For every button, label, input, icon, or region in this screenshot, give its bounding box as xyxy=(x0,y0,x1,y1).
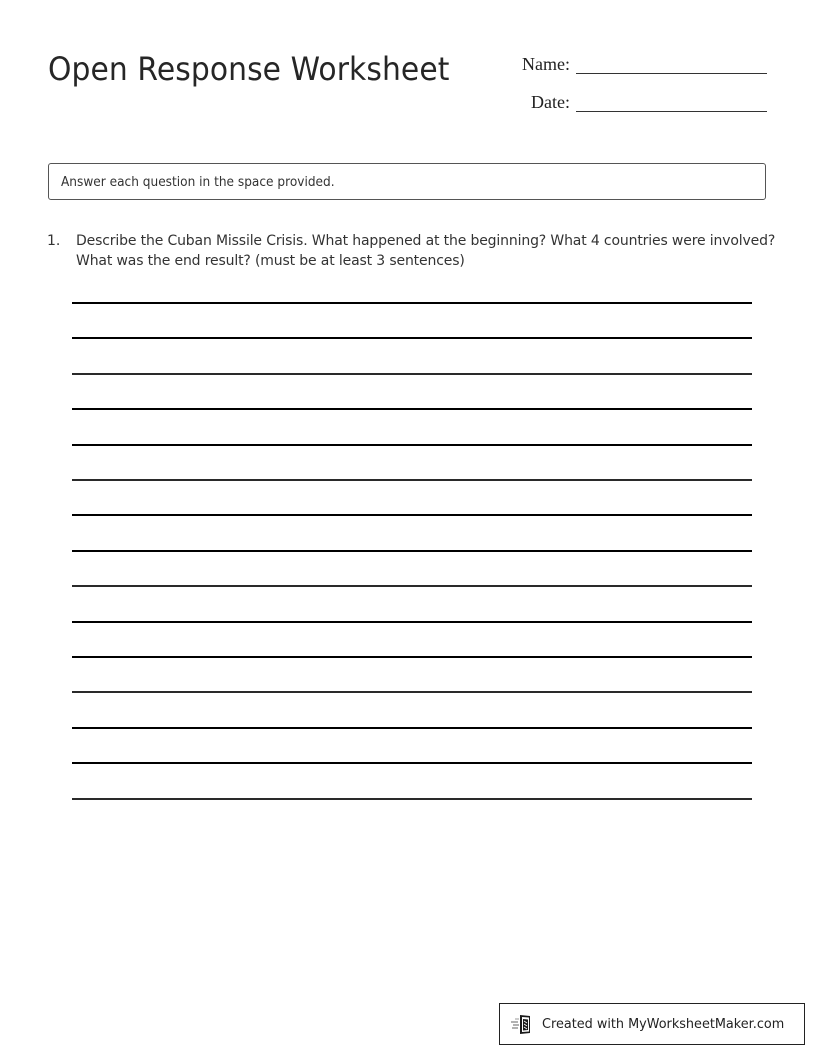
answer-line[interactable] xyxy=(72,479,752,481)
worksheet-title: Open Response Worksheet xyxy=(48,50,450,88)
answer-line[interactable] xyxy=(72,337,752,339)
question-text: Describe the Cuban Missile Crisis. What happened at the beginning? What 4 countries were involved? What was the end result? (must be at least 3 sentences) xyxy=(76,233,776,269)
answer-line[interactable] xyxy=(72,798,752,800)
answer-line[interactable] xyxy=(72,691,752,693)
name-input-line[interactable] xyxy=(576,73,767,74)
answer-line[interactable] xyxy=(72,727,752,729)
answer-line[interactable] xyxy=(72,408,752,410)
answer-line[interactable] xyxy=(72,444,752,446)
worksheet-maker-logo-icon xyxy=(510,1013,536,1035)
answer-line[interactable] xyxy=(72,550,752,552)
name-field-row xyxy=(500,53,767,75)
date-label: Date: xyxy=(531,92,570,112)
name-label: Name: xyxy=(522,54,570,74)
question-1 xyxy=(47,231,787,271)
footer-credit-text[interactable]: Created with MyWorksheetMaker.com xyxy=(542,1016,785,1032)
answer-line[interactable] xyxy=(72,621,752,623)
answer-line[interactable] xyxy=(72,373,752,375)
answer-line[interactable] xyxy=(72,302,752,304)
footer-badge xyxy=(499,1003,805,1045)
instructions-box xyxy=(48,163,766,200)
instructions-text: Answer each question in the space provided. xyxy=(61,173,335,190)
question-number: 1. xyxy=(47,233,61,249)
answer-line[interactable] xyxy=(72,585,752,587)
date-field-row xyxy=(500,91,767,113)
date-input-line[interactable] xyxy=(576,111,767,112)
answer-line[interactable] xyxy=(72,762,752,764)
answer-line[interactable] xyxy=(72,656,752,658)
answer-line[interactable] xyxy=(72,514,752,516)
